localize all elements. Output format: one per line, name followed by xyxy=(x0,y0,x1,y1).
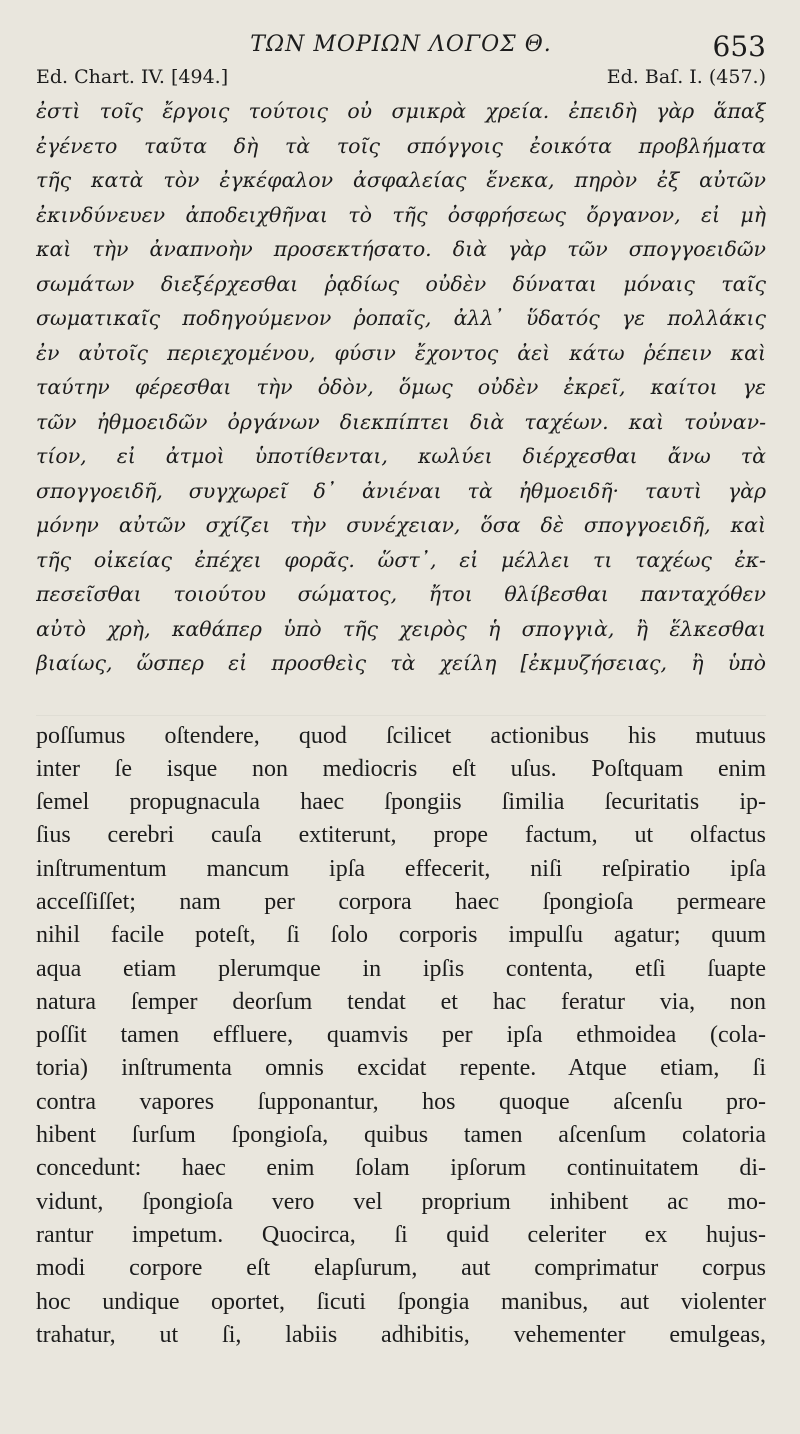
greek-text-line: σπογγοειδῆ, συγχωρεῖ δ᾽ ἀνιέναι τὰ ἠθμοειδῆ· ταυτὶ γὰρ xyxy=(36,478,766,503)
running-title: ΤΩΝ ΜΟΡΙΩΝ ΛΟΓΟΣ Θ. xyxy=(250,32,552,57)
greek-text-line: τῆς οἰκείας ἐπέχει φορᾶς. ὥστ᾽, εἰ μέλλει τι ταχέως ἐκ- xyxy=(36,547,766,572)
running-head xyxy=(36,22,766,62)
greek-text-line: τίον, εἰ ἀτμοὶ ὑποτίθενται, κωλύει διέρχεσθαι ἄνω τὰ xyxy=(36,444,766,468)
page-number: 653 xyxy=(712,30,766,63)
edition-chart-reference: Ed. Chart. IV. [494.] xyxy=(36,66,229,88)
latin-text-line: trahatur, ut ſi, labiis adhibitis, vehementer emulgeas, xyxy=(36,1321,766,1348)
edition-reference-line xyxy=(36,62,766,92)
greek-text-line: πεσεῖσθαι τοιούτου σώματος, ἤτοι θλίβεσθαι πανταχόθεν xyxy=(36,582,766,606)
latin-text-line: poſſumus oſtendere, quod ſcilicet actionibus his mutuus xyxy=(36,722,766,749)
latin-text-block xyxy=(36,720,766,1353)
latin-text-line: inter ſe isque non mediocris eſt uſus. Poſtquam enim xyxy=(36,755,766,782)
latin-text-line: toria) inſtrumenta omnis excidat repente. Atque etiam, ſi xyxy=(36,1055,766,1082)
greek-text-line: σωμάτων διεξέρχεσθαι ῥᾳδίως οὐδὲν δύναται μόναις ταῖς xyxy=(36,271,766,296)
latin-text-line: rantur impetum. Quocirca, ſi quid celeriter ex hujus- xyxy=(36,1221,766,1248)
greek-text-line: ἐγένετο ταῦτα δὴ τὰ τοῖς σπόγγοις ἐοικότα προβλήματα xyxy=(36,133,766,158)
latin-text-line: ſemel propugnacula haec ſpongiis ſimilia ſecuritatis ip- xyxy=(36,789,766,816)
latin-text-line: modi corpore eſt elapſurum, aut comprimatur corpus xyxy=(36,1255,766,1282)
latin-text-line: vidunt, ſpongioſa vero vel proprium inhibent ac mo- xyxy=(36,1188,766,1215)
latin-text-line: hibent ſurſum ſpongioſa, quibus tamen aſcenſum colatoria xyxy=(36,1122,766,1149)
greek-text-line: ἐν αὐτοῖς περιεχομένου, φύσιν ἔχοντος ἀεὶ κάτω ῥέπειν καὶ xyxy=(36,340,766,365)
greek-text-block xyxy=(36,94,766,681)
greek-text-line: αὐτὸ χρὴ, καθάπερ ὑπὸ τῆς χειρὸς ἡ σπογγιὰ, ἢ ἕλκεσθαι xyxy=(36,616,766,641)
greek-text-line: καὶ τὴν ἀναπνοὴν προσεκτήσατο. διὰ γὰρ τῶν σπογγοειδῶν xyxy=(36,237,766,261)
latin-text-line: nihil facile poteſt, ſi ſolo corporis impulſu agatur; quum xyxy=(36,922,766,949)
latin-text-line: aqua etiam plerumque in ipſis contenta, etſi ſuapte xyxy=(36,955,766,982)
latin-text-line: hoc undique oportet, ſicuti ſpongia manibus, aut violenter xyxy=(36,1288,766,1315)
latin-text-line: acceſſiſſet; nam per corpora haec ſpongioſa permeare xyxy=(36,888,766,915)
greek-text-line: ἐστὶ τοῖς ἔργοις τούτοις οὐ σμικρὰ χρεία. ἐπειδὴ γὰρ ἅπαξ xyxy=(36,99,766,123)
greek-text-line: σωματικαῖς ποδηγούμενον ῥοπαῖς, ἀλλ᾽ ὕδατός γε πολλάκις xyxy=(36,306,766,330)
greek-text-line: ἐκινδύνευεν ἀποδειχθῆναι τὸ τῆς ὀσφρήσεως ὄργανον, εἰ μὴ xyxy=(36,202,766,227)
greek-text-line: τῶν ἠθμοειδῶν ὀργάνων διεκπίπτει διὰ ταχέων. καὶ τοὐναν- xyxy=(36,409,766,434)
greek-text-line: βιαίως, ὥσπερ εἰ προσθεὶς τὰ χείλη [ἐκμυζήσειας, ἢ ὑπὸ xyxy=(36,651,766,675)
greek-text-line: τῆς κατὰ τὸν ἐγκέφαλον ἀσφαλείας ἕνεκα, πηρὸν ἐξ αὐτῶν xyxy=(36,168,766,192)
latin-text-line: ſius cerebri cauſa extiterunt, prope factum, ut olfactus xyxy=(36,822,766,849)
latin-text-line: poſſit tamen effluere, quamvis per ipſa ethmoidea (cola- xyxy=(36,1022,766,1049)
latin-text-line: contra vapores ſupponantur, hos quoque aſcenſu pro- xyxy=(36,1088,766,1115)
edition-basel-reference: Ed. Baſ. I. (457.) xyxy=(606,66,766,88)
greek-text-line: μόνην αὐτῶν σχίζει τὴν συνέχειαν, ὅσα δὲ σπογγοειδῆ, καὶ xyxy=(36,513,766,537)
latin-text-line: inſtrumentum mancum ipſa effecerit, niſi reſpiratio ipſa xyxy=(36,855,766,882)
greek-text-line: ταύτην φέρεσθαι τὴν ὁδὸν, ὅμως οὐδὲν ἐκρεῖ, καίτοι γε xyxy=(36,375,766,399)
section-separator xyxy=(36,691,766,716)
latin-text-line: natura ſemper deorſum tendat et hac feratur via, non xyxy=(36,988,766,1015)
latin-text-line: concedunt: haec enim ſolam ipſorum continuitatem di- xyxy=(36,1155,766,1182)
